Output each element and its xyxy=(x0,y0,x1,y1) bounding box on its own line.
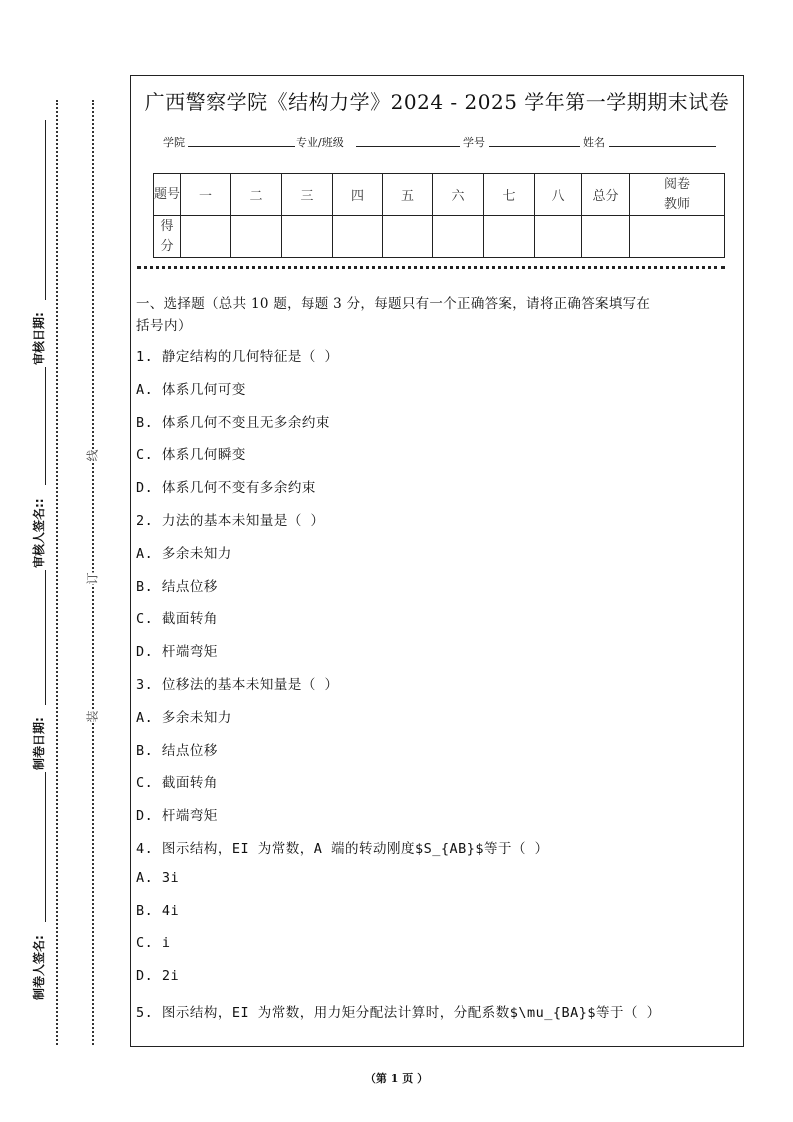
score-cell[interactable] xyxy=(582,216,630,258)
answer-option: B. 结点位移 xyxy=(136,578,218,595)
question-stem: 1. 静定结构的几何特征是（ ） xyxy=(136,349,339,365)
answer-option: A. 多余未知力 xyxy=(136,709,232,726)
answer-option: B. 4i xyxy=(136,902,180,919)
answer-option: C. 体系几何瞬变 xyxy=(136,447,246,464)
section-heading-cont: 括号内） xyxy=(136,318,192,334)
score-row xyxy=(154,216,725,258)
answer-option: B. 体系几何不变且无多余约束 xyxy=(136,414,330,431)
score-cell[interactable] xyxy=(630,216,725,258)
name-label: 姓名 xyxy=(583,136,605,149)
name-field[interactable] xyxy=(609,146,716,147)
column-header: 阅卷教师 xyxy=(630,174,725,216)
review-date-field[interactable] xyxy=(45,120,46,300)
score-cell[interactable] xyxy=(282,216,333,258)
reviewer-sign-label: 审核人签名:: xyxy=(32,498,46,568)
column-header: 二 xyxy=(231,174,282,216)
column-header: 八 xyxy=(535,174,582,216)
major-class-field[interactable] xyxy=(356,146,460,147)
dotted-separator xyxy=(137,266,725,269)
maker-sign-field[interactable] xyxy=(45,772,46,922)
answer-option: C. 截面转角 xyxy=(136,775,218,792)
score-cell[interactable] xyxy=(231,216,282,258)
score-label: 得分 xyxy=(154,216,181,258)
question-stem: 5. 图示结构，EI 为常数，用力矩分配法计算时，分配系数$\mu_{BA}$等于（ ） xyxy=(136,1005,661,1021)
outer-dotted-line xyxy=(56,100,58,1045)
score-cell[interactable] xyxy=(484,216,535,258)
column-header: 六 xyxy=(433,174,484,216)
question-stem: 2. 力法的基本未知量是（ ） xyxy=(136,513,325,529)
answer-option: C. 截面转角 xyxy=(136,611,218,628)
reviewer-sign-field[interactable] xyxy=(45,367,46,485)
college-field[interactable] xyxy=(188,146,295,147)
score-cell[interactable] xyxy=(181,216,231,258)
column-header: 总分 xyxy=(582,174,630,216)
score-cell[interactable] xyxy=(333,216,383,258)
score-cell[interactable] xyxy=(433,216,484,258)
score-cell[interactable] xyxy=(535,216,582,258)
column-header: 三 xyxy=(282,174,333,216)
answer-option: A. 多余未知力 xyxy=(136,545,232,562)
answer-option: A. 3i xyxy=(136,869,180,886)
page-number: （第 1 页 ） xyxy=(364,1072,429,1085)
answer-option: C. i xyxy=(136,935,171,952)
student-id-field[interactable] xyxy=(489,146,580,147)
score-header-row xyxy=(154,174,725,216)
binding-char-ding: 订 xyxy=(85,572,100,585)
maker-date-label: 制卷日期: xyxy=(32,717,46,770)
answer-option: D. 2i xyxy=(136,968,180,985)
major-class-label: 专业/班级 xyxy=(296,136,344,149)
binding-char-zhuang: 装 xyxy=(85,710,100,723)
answer-option: D. 体系几何不变有多余约束 xyxy=(136,480,316,497)
column-header: 一 xyxy=(181,174,231,216)
side-signature-strip xyxy=(30,90,50,1050)
column-header: 四 xyxy=(333,174,383,216)
review-date-label: 审核日期: xyxy=(32,312,46,365)
section-heading: 一、选择题（总共 10 题，每题 3 分，每题只有一个正确答案，请将正确答案填写在 xyxy=(136,296,651,312)
maker-sign-label: 制卷人签名: xyxy=(32,935,46,1000)
answer-option: A. 体系几何可变 xyxy=(136,381,246,398)
answer-option: D. 杆端弯矩 xyxy=(136,808,218,825)
column-header: 七 xyxy=(484,174,535,216)
score-cell[interactable] xyxy=(383,216,433,258)
answer-option: D. 杆端弯矩 xyxy=(136,644,218,661)
college-label: 学院 xyxy=(163,136,185,149)
exam-title: 广西警察学院《结构力学》2024 - 2025 学年第一学期期末试卷 xyxy=(144,90,730,114)
question-number-label: 题号 xyxy=(154,174,181,216)
score-table xyxy=(153,173,725,258)
binding-char-xian: 线 xyxy=(85,449,100,462)
question-stem: 3. 位移法的基本未知量是（ ） xyxy=(136,677,339,693)
answer-option: B. 结点位移 xyxy=(136,742,218,759)
column-header: 五 xyxy=(383,174,433,216)
maker-date-field[interactable] xyxy=(45,570,46,705)
student-id-label: 学号 xyxy=(463,136,485,149)
question-stem: 4. 图示结构，EI 为常数，A 端的转动刚度$S_{AB}$等于（ ） xyxy=(136,841,549,857)
